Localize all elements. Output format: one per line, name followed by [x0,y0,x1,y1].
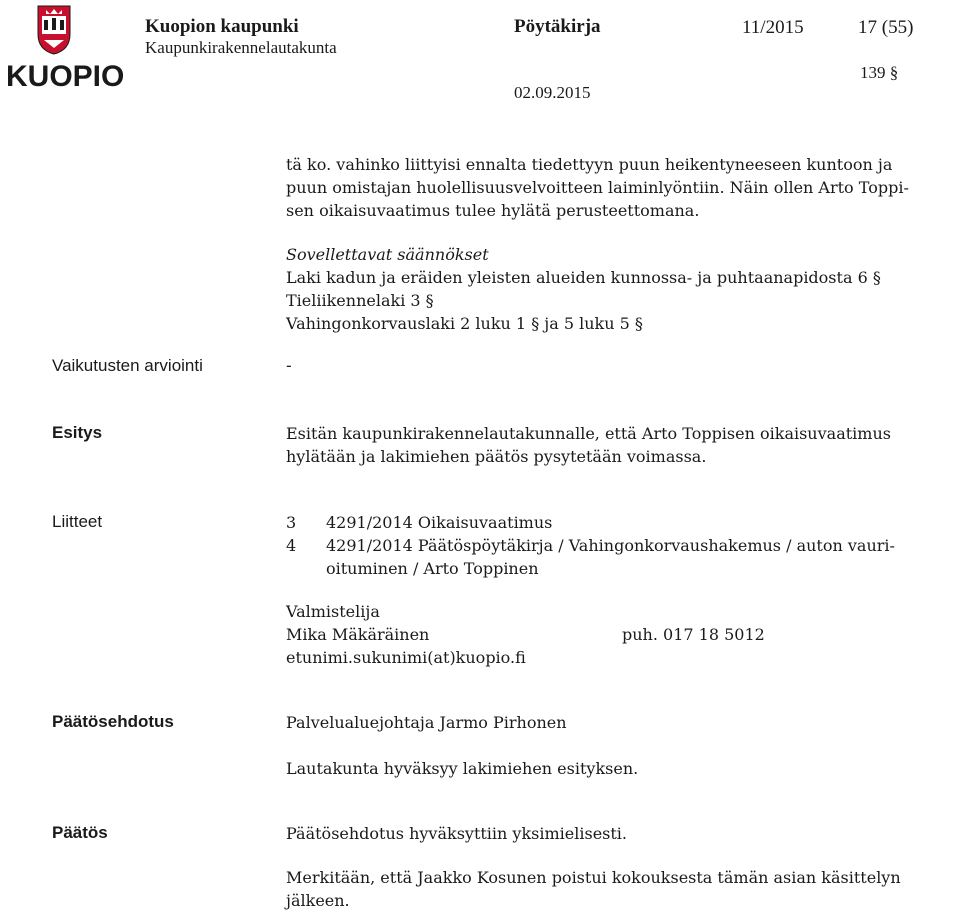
preparer-title: Valmistelija [286,602,380,621]
header-section: 139 § [860,63,899,82]
attachment-num: 3 [286,513,297,532]
intro-line: sen oikaisuvaatimus tulee hylätä perusteettomana. [286,201,700,220]
header-date: 02.09.2015 [514,83,591,102]
proposal-text [286,422,891,468]
proposal-line: hylätään ja lakimiehen päätös pysytetään voimassa. [286,447,707,466]
header-org: Kuopion kaupunki [145,16,299,37]
header-doc-type: Pöytäkirja [514,16,601,37]
rule-item: Tieliikennelaki 3 § [286,291,434,310]
rules-heading: Sovellettavat säännökset [286,245,489,264]
rule-item: Vahingonkorvauslaki 2 luku 1 § ja 5 luku 5 § [286,314,643,333]
decision-proposal-label: Päätösehdotus [52,712,174,731]
header-board: Kaupunkirakennelautakunta [145,38,337,57]
attachment-line: 4291/2014 Päätöspöytäkirja / Vahingonkorvaushakemus / auton vauri- [326,536,895,555]
decision-label: Päätös [52,823,108,842]
impact-value: - [286,356,292,375]
decision-note-line: jälkeen. [286,891,350,910]
decision-proposal-presenter: Palvelualuejohtaja Jarmo Pirhonen [286,713,567,732]
header-doc-number: 11/2015 [742,17,804,38]
rule-item: Laki kadun ja eräiden yleisten alueiden kunnossa- ja puhtaanapidosta 6 § [286,268,881,287]
preparer-email: etunimi.sukunimi(at)kuopio.fi [286,648,526,667]
intro-line: tä ko. vahinko liittyisi ennalta tiedettyyn puun heikentyneeseen kuntoon ja [286,155,893,174]
rules-list [286,266,881,335]
attachment-line: oituminen / Arto Toppinen [326,559,539,578]
impact-label: Vaikutusten arviointi [52,356,203,375]
proposal-label: Esitys [52,423,103,442]
decision-note [286,866,901,912]
preparer-phone: puh. 017 18 5012 [622,625,765,644]
proposal-line: Esitän kaupunkirakennelautakunnalle, että Arto Toppisen oikaisuvaatimus [286,424,891,443]
decision-proposal-text: Lautakunta hyväksyy lakimiehen esityksen. [286,759,639,778]
attachment-text: 4291/2014 Oikaisuvaatimus [326,513,553,532]
attachment-text [326,534,895,580]
kuopio-logo [4,4,125,94]
logo-wordmark: KUOPIO [6,60,125,93]
preparer-name: Mika Mäkäräinen [286,625,430,644]
kuopio-coat-of-arms-icon [36,4,72,56]
decision-text: Päätösehdotus hyväksyttiin yksimielisesti. [286,824,628,843]
attachment-num: 4 [286,536,297,555]
attachments-label: Liitteet [52,512,103,531]
decision-note-line: Merkitään, että Jaakko Kosunen poistui kokouksesta tämän asian käsittelyn [286,868,901,887]
intro-line: puun omistajan huolellisuusvelvoitteen laiminlyöntiin. Näin ollen Arto Toppi- [286,178,909,197]
header-page: 17 (55) [858,17,914,38]
intro-paragraph [286,153,909,222]
